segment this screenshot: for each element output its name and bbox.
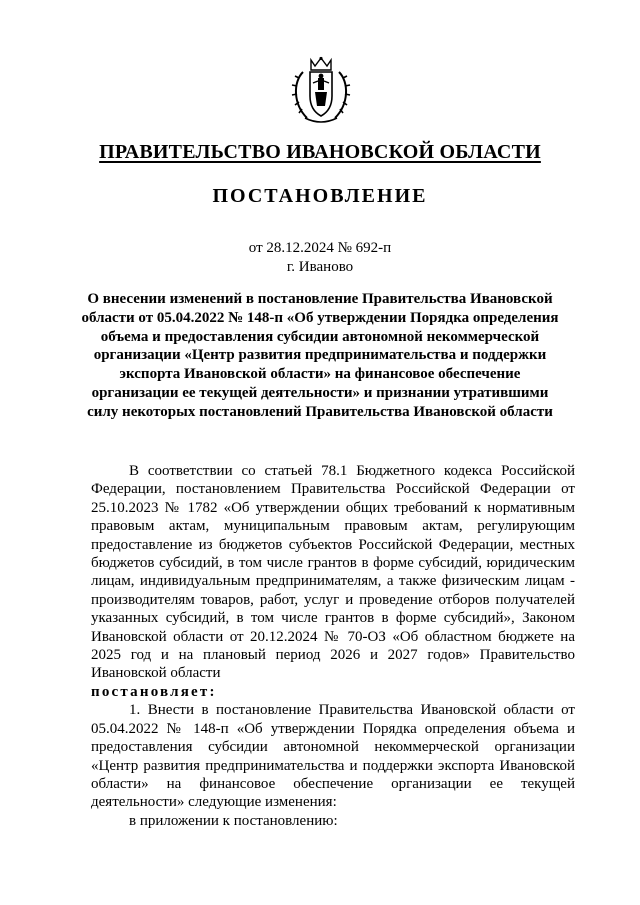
organization-name: ПРАВИТЕЛЬСТВО ИВАНОВСКОЙ ОБЛАСТИ — [99, 141, 541, 163]
item-1-paragraph: 1. Внести в постановление Правительства Ивановской области от 05.04.2022 № 148-п «Об утверждении Порядка определения объема и предоставления субсидии автономной некоммерческой организации «Центр развития предпринимательства и поддержки экспорта Ивановской области» на финансовое обеспечение организации ее текущей деятельности» следующие изменения: — [91, 702, 575, 811]
resolves-line — [91, 683, 575, 701]
item-1-subparagraph: в приложении к постановлению: — [129, 812, 338, 829]
preamble-paragraph — [91, 462, 575, 683]
document-city: г. Иваново — [286, 259, 354, 275]
coat-of-arms-icon — [289, 56, 353, 126]
document-body — [91, 462, 575, 830]
preamble-text: В соответствии со статьей 78.1 Бюджетного кодекса Российской Федерации, постановлением Правительства Российской Федерации от 25.10.2023 № 1782 «Об утверждении общих требований к нормативным правовым актам, муниципальным правовым актам, регулирующим предоставление из бюджетов субъектов Российской Федерации, местных бюджетов субсидий, в том числе грантов в форме субсидий, юридическим лицам, индивидуальным предпринимателям, а также физическим лицам - производителям товаров, работ, услуг и проведение отборов получателей указанных субсидий, в том числе грантов в форме субсидий», Законом Ивановской области от 20.12.2024 № 70-ОЗ «Об областном бюджете на 2025 год и на плановый период 2026 и 2027 годов» Правительство Ивановской области — [91, 463, 575, 682]
resolves-keyword: постановляет: — [91, 683, 217, 700]
document-type: ПОСТАНОВЛЕНИЕ — [212, 185, 428, 207]
document-title: О внесении изменений в постановление Правительства Ивановской области от 05.04.2022 № 148-п «Об утверждении Порядка определения объема и предоставления субсидии автономной некоммерческой организации «Центр развития предпринимательства и поддержки экспорта Ивановской области» на финансовое обеспечение организации ее текущей деятельности» и признании утратившими силу некоторых постановлений Правительства Ивановской области — [81, 291, 559, 420]
document-date-number: от 28.12.2024 № 692-п — [248, 240, 392, 256]
